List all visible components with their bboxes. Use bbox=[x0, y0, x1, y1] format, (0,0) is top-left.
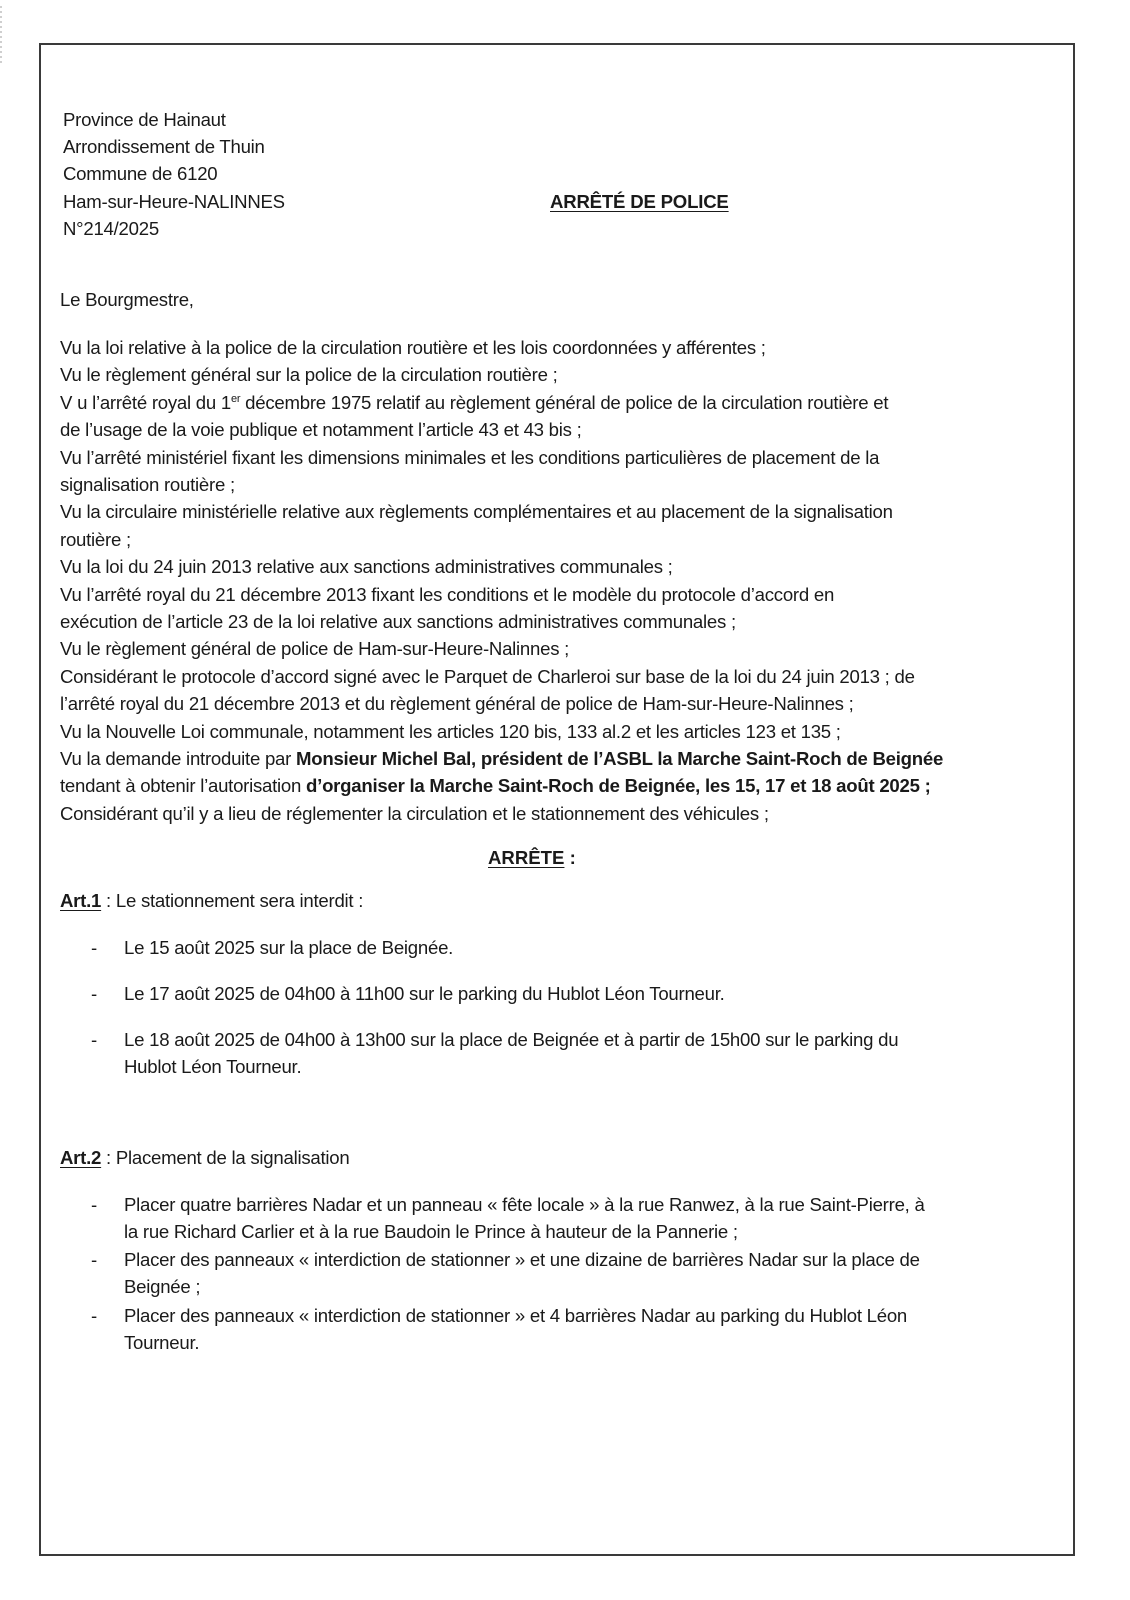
consideration-line: Vu la Nouvelle Loi communale, notamment les articles 120 bis, 133 al.2 et les articles 123 et 135 ; bbox=[60, 721, 841, 742]
decision-heading bbox=[488, 846, 576, 870]
document-frame bbox=[39, 43, 1075, 1556]
consideration-line bbox=[60, 747, 943, 771]
consideration-line: signalisation routière ; bbox=[60, 474, 235, 495]
article-2-heading bbox=[60, 1146, 349, 1170]
article-intro: : Le stationnement sera interdit : bbox=[101, 890, 364, 911]
event-description: d’organiser la Marche Saint-Roch de Beignée, les 15, 17 et 18 août 2025 ; bbox=[306, 775, 931, 796]
ordinal-superscript: er bbox=[230, 393, 241, 405]
header-arrondissement: Arrondissement de Thuin bbox=[63, 136, 265, 157]
bullet-dash-icon: - bbox=[91, 937, 98, 958]
bullet-dash-icon: - bbox=[91, 1029, 98, 1050]
header-municipality: Ham-sur-Heure-NALINNES bbox=[63, 191, 285, 212]
scan-artifact bbox=[0, 6, 2, 64]
list-item: Placer quatre barrières Nadar et un panneau « fête locale » à la rue Ranwez, à la rue Saint-Pierre, à bbox=[124, 1194, 925, 1215]
salutation: Le Bourgmestre, bbox=[60, 289, 194, 310]
bullet-dash-icon: - bbox=[91, 1305, 98, 1326]
consideration-line: l’arrêté royal du 21 décembre 2013 et du règlement général de police de Ham-sur-Heure-Nalinnes ; bbox=[60, 693, 854, 714]
list-item-continuation: Hublot Léon Tourneur. bbox=[124, 1056, 302, 1077]
consideration-line: de l’usage de la voie publique et notamment l’article 43 et 43 bis ; bbox=[60, 419, 582, 440]
list-item: Le 18 août 2025 de 04h00 à 13h00 sur la place de Beignée et à partir de 15h00 sur le parking du bbox=[124, 1029, 899, 1050]
list-item-continuation: Beignée ; bbox=[124, 1276, 201, 1297]
bullet-dash-icon: - bbox=[91, 1249, 98, 1270]
consideration-line: Considérant le protocole d’accord signé avec le Parquet de Charleroi sur base de la loi du 24 juin 2013 ; de bbox=[60, 666, 915, 687]
text-span: V u l’arrêté royal du 1 bbox=[60, 392, 231, 413]
consideration-line: Vu la circulaire ministérielle relative aux règlements complémentaires et au placement de la signalisation bbox=[60, 501, 893, 522]
consideration-line: Vu l’arrêté royal du 21 décembre 2013 fixant les conditions et le modèle du protocole d’accord en bbox=[60, 584, 835, 605]
article-label: Art.1 bbox=[60, 890, 102, 911]
list-item: Le 17 août 2025 de 04h00 à 11h00 sur le parking du Hublot Léon Tourneur. bbox=[124, 983, 725, 1004]
bullet-dash-icon: - bbox=[91, 1194, 98, 1215]
consideration-line: Vu l’arrêté ministériel fixant les dimensions minimales et les conditions particulières de placement de la bbox=[60, 447, 880, 468]
header-reference-number: N°214/2025 bbox=[63, 218, 159, 239]
consideration-line bbox=[60, 774, 931, 798]
text-span: décembre 1975 relatif au règlement général de police de la circulation routière et bbox=[240, 392, 889, 413]
consideration-line: Vu la loi relative à la police de la circulation routière et les lois coordonnées y afférentes ; bbox=[60, 337, 766, 358]
consideration-line: Vu la loi du 24 juin 2013 relative aux sanctions administratives communales ; bbox=[60, 556, 673, 577]
applicant-name: Monsieur Michel Bal, président de l’ASBL la Marche Saint-Roch de Beignée bbox=[296, 748, 944, 769]
list-item: Placer des panneaux « interdiction de stationner » et une dizaine de barrières Nadar sur la place de bbox=[124, 1249, 920, 1270]
text-span: tendant à obtenir l’autorisation bbox=[60, 775, 307, 796]
list-item-continuation: Tourneur. bbox=[124, 1332, 200, 1353]
text-span: Vu la demande introduite par bbox=[60, 748, 297, 769]
consideration-line: Vu le règlement général sur la police de la circulation routière ; bbox=[60, 364, 558, 385]
list-item: Le 15 août 2025 sur la place de Beignée. bbox=[124, 937, 454, 958]
consideration-line: routière ; bbox=[60, 529, 131, 550]
list-item: Placer des panneaux « interdiction de stationner » et 4 barrières Nadar au parking du Hublot Léon bbox=[124, 1305, 908, 1326]
article-label: Art.2 bbox=[60, 1147, 102, 1168]
consideration-line bbox=[60, 391, 888, 415]
decision-heading-text: ARRÊTE bbox=[488, 847, 565, 868]
article-1-heading bbox=[60, 889, 363, 913]
consideration-line: Considérant qu’il y a lieu de réglementer la circulation et le stationnement des véhicules ; bbox=[60, 803, 769, 824]
consideration-line: Vu le règlement général de police de Ham-sur-Heure-Nalinnes ; bbox=[60, 638, 570, 659]
bullet-dash-icon: - bbox=[91, 983, 98, 1004]
consideration-line: exécution de l’article 23 de la loi relative aux sanctions administratives communales ; bbox=[60, 611, 736, 632]
header-province: Province de Hainaut bbox=[63, 109, 226, 130]
decision-heading-suffix: : bbox=[564, 847, 576, 868]
list-item-continuation: la rue Richard Carlier et à la rue Baudoin le Prince à hauteur de la Pannerie ; bbox=[124, 1221, 738, 1242]
article-intro: : Placement de la signalisation bbox=[101, 1147, 350, 1168]
header-commune: Commune de 6120 bbox=[63, 163, 218, 184]
document-title: ARRÊTÉ DE POLICE bbox=[550, 191, 729, 212]
